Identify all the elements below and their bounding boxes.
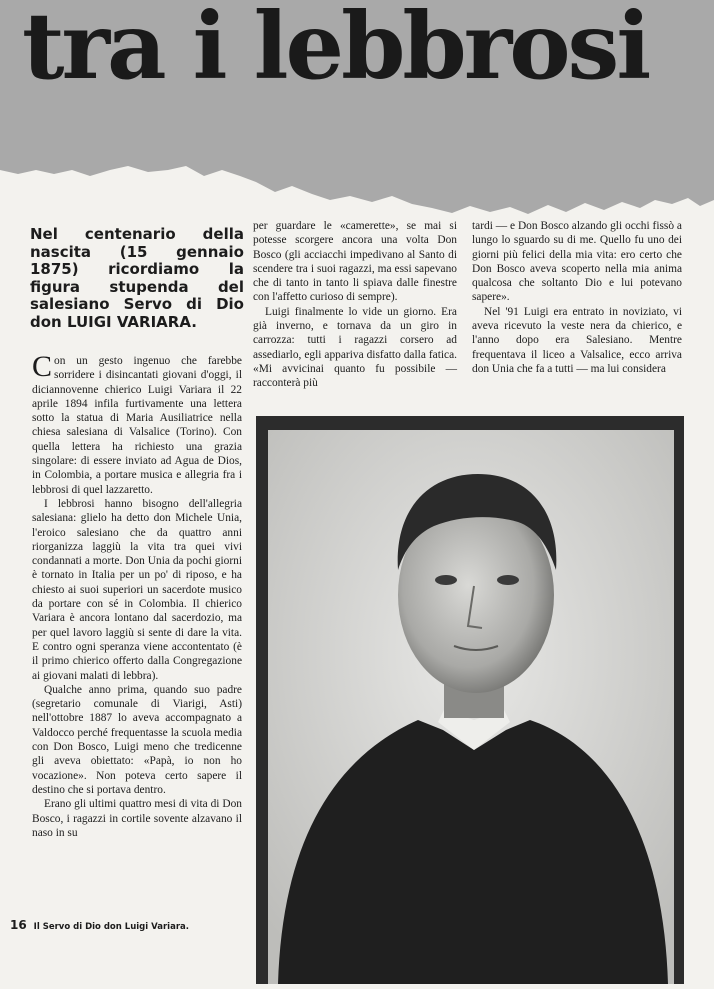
paragraph-8: Nel '91 Luigi era entrato in noviziato, vi aveva ricevuto la veste nera da chierico, e l'anno dopo era Salesiano. Mentre frequentava il liceo a Valsalice, ecco arriva don Unia che fa a tutti — ma lui considera	[472, 305, 682, 375]
article-column-3	[472, 219, 682, 376]
paragraph-6: Luigi finalmente lo vide un giorno. Era già inverno, e tornava da un giro in carrozza: tutti i ragazzi corsero ad assediarlo, egli appariva disfatto dalla fatica. «Mi avvicinai quanto fu possibile — racconterà più	[253, 305, 457, 390]
portrait-photo	[256, 416, 684, 984]
portrait-illustration	[268, 430, 674, 984]
headline: tra i lebbrosi	[22, 0, 649, 100]
paragraph-7: tardi — e Don Bosco alzando gli occhi fissò a lungo lo sguardo su di me. Quello fu uno dei giorni più felici della mia vita: ero certo che Don Bosco aveva scoperto nella mia anima qualcosa che soltanto Dio e lui potevano sapere».	[472, 220, 682, 304]
paragraph-1-text: on un gesto ingenuo che farebbe sorridere i disincantati giovani d'oggi, il diciannovenne chierico Luigi Variara il 22 aprile 1894 infila furtivamente una lettera sotto la statua di Maria Ausiliatrice nella chiesa salesiana di Valsalice (Torino). Con quella lettera ha richiesto una grazia singolare: di essere inviato ad Agua de Dios, in Colombia, a portare musica e allegria fra i lebbrosi di quel lazzaretto.	[32, 355, 242, 496]
paragraph-5: per guardare le «camerette», se mai si potesse scorgere ancora una volta Don Bosco (gli acciacchi impedivano al Santo di scendere tra i suoi ragazzi, ma essi sapevano che di tanto in tanto li spiava dalle finestre con l'affetto curioso di sempre).	[253, 220, 457, 304]
paragraph-1	[32, 350, 242, 497]
lead-paragraph: Nel centenario della nascita (15 gennaio 1875) ricordiamo la figura stupenda del salesiano Servo di Dio don LUIGI VARIARA.	[30, 225, 244, 331]
paragraph-4: Erano gli ultimi quattro mesi di vita di Don Bosco, i ragazzi in cortile sovente alzavano il naso in su	[32, 798, 242, 839]
photo-caption: Il Servo di Dio don Luigi Variara.	[33, 922, 189, 932]
paragraph-3: Qualche anno prima, quando suo padre (segretario comunale di Viarigi, Asti) nell'ottobre 1887 lo aveva accompagnato a Valdocco perché frequentasse la scuola media con Don Bosco, Luigi meno che tredicenne gli aveva obiettato: «Papà, io non ho vocazione». Non poteva certo sapere il destino che si portava dentro.	[32, 683, 242, 796]
drop-cap: C	[32, 350, 53, 383]
article-column-2	[253, 219, 457, 391]
article-column-1	[32, 350, 242, 840]
page-number: 16	[10, 918, 27, 932]
portrait-photo-inner	[268, 430, 674, 984]
paragraph-2: I lebbrosi hanno bisogno dell'allegria salesiana: glielo ha detto don Michele Unia, l'eroico salesiano che da quattro anni riorganizza laggiù la vita tra quei vivi condannati a morte. Don Unia da pochi giorni è tornato in Italia per un po' di riposo, e ha chiesto ai suoi superiori un sacerdote musico da portare con sé in Colombia. Il chierico Variara è ancora lontano dal sacerdozio, ma per quel lavoro laggiù si sente di dare la vita. E contro ogni speranza viene accontentato (è il primo chierico offerto dalla Congregazione ai giovani malati di lebbra).	[32, 497, 242, 682]
page-footer	[10, 918, 189, 932]
